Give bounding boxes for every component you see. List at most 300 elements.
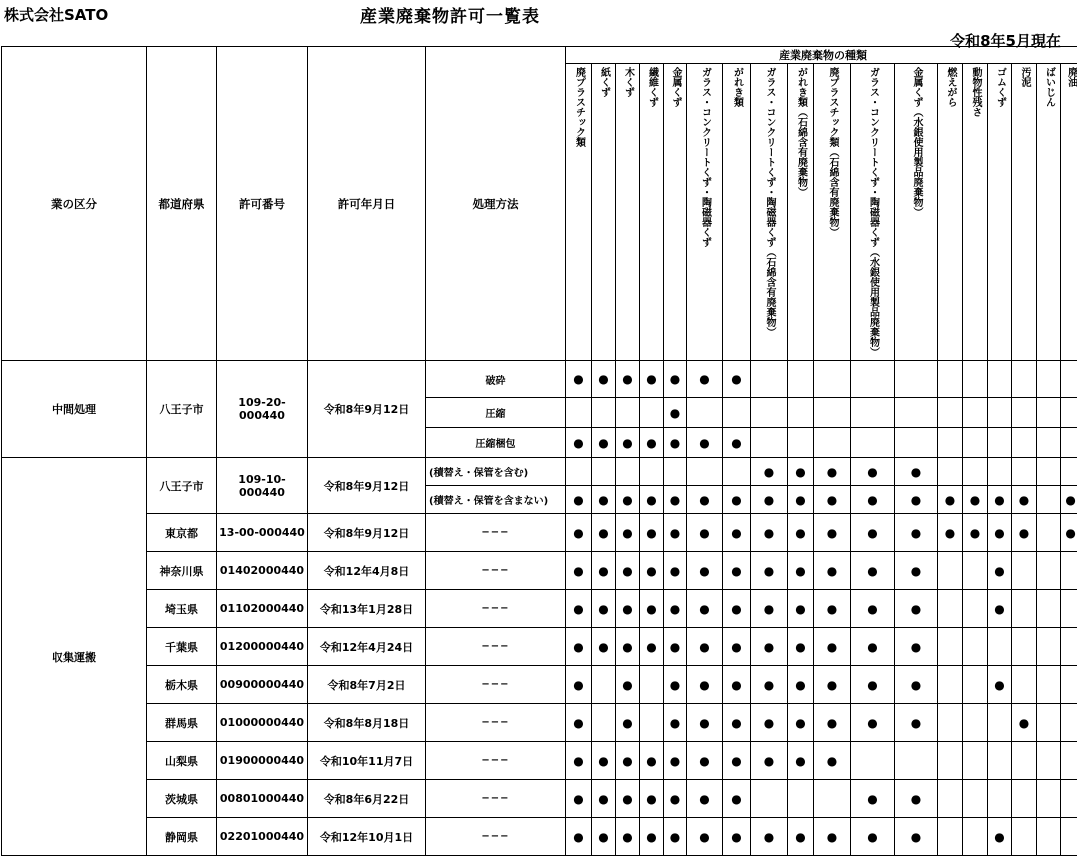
permit-mark: ●	[895, 780, 938, 818]
permit-mark: ●	[895, 704, 938, 742]
empty-cell	[1012, 742, 1037, 780]
empty-cell	[851, 398, 895, 428]
category-cell: 中間処理	[2, 361, 147, 458]
empty-cell	[1037, 458, 1061, 486]
empty-cell	[1037, 552, 1061, 590]
empty-cell	[851, 428, 895, 458]
permit-mark: ●	[592, 628, 616, 666]
empty-cell	[788, 428, 814, 458]
empty-cell	[1061, 780, 1077, 818]
empty-cell	[963, 398, 988, 428]
permit-mark: ●	[851, 486, 895, 514]
empty-cell	[1037, 361, 1061, 398]
permit-date-cell: 令和8年8月18日	[308, 704, 426, 742]
table-row	[2, 742, 1077, 780]
empty-cell	[938, 361, 963, 398]
permit-mark: ●	[814, 666, 851, 704]
empty-cell	[1012, 398, 1037, 428]
permit-mark: ●	[851, 780, 895, 818]
permit-mark: ●	[664, 780, 687, 818]
permit-mark: ●	[566, 361, 592, 398]
method-cell: 圧縮梱包	[426, 428, 566, 458]
permit-mark: ●	[751, 704, 788, 742]
permit-mark: ●	[640, 361, 664, 398]
prefecture-cell: 東京都	[147, 514, 217, 552]
empty-cell	[814, 361, 851, 398]
permit-mark: ●	[788, 458, 814, 486]
waste-type-label: 金属くず	[669, 67, 681, 107]
empty-cell	[640, 704, 664, 742]
permit-no-cell: 01102000440	[217, 590, 308, 628]
permit-mark: ●	[664, 742, 687, 780]
permit-mark: ●	[664, 666, 687, 704]
permit-mark: ●	[988, 486, 1012, 514]
empty-cell	[963, 458, 988, 486]
permit-mark: ●	[938, 486, 963, 514]
permit-mark: ●	[616, 666, 640, 704]
waste-type-label: がれき類	[731, 67, 743, 107]
method-cell: 圧縮	[426, 398, 566, 428]
permit-mark: ●	[687, 590, 723, 628]
permit-mark: ●	[592, 590, 616, 628]
permit-mark: ●	[592, 552, 616, 590]
permit-mark: ●	[687, 514, 723, 552]
permit-mark: ●	[851, 704, 895, 742]
permit-mark: ●	[566, 590, 592, 628]
empty-cell	[938, 780, 963, 818]
permit-date-cell: 令和8年9月12日	[308, 361, 426, 458]
empty-cell	[640, 458, 664, 486]
permit-mark: ●	[664, 514, 687, 552]
empty-cell	[1061, 704, 1077, 742]
permit-date-cell: 令和13年1月28日	[308, 590, 426, 628]
empty-cell	[1037, 514, 1061, 552]
empty-cell	[1012, 552, 1037, 590]
permit-mark: ●	[814, 628, 851, 666]
permit-mark: ●	[851, 514, 895, 552]
permit-mark: ●	[751, 590, 788, 628]
header-waste-type	[616, 64, 640, 361]
permit-mark: ●	[616, 628, 640, 666]
permit-mark: ●	[616, 780, 640, 818]
permit-mark: ●	[687, 666, 723, 704]
permit-mark: ●	[687, 486, 723, 514]
table-row	[2, 704, 1077, 742]
permit-mark: ●	[687, 742, 723, 780]
waste-type-label: 廃油	[1065, 67, 1077, 87]
permit-no-cell: 13-00-000440	[217, 514, 308, 552]
permit-mark: ●	[723, 780, 751, 818]
permit-mark: ●	[616, 704, 640, 742]
permit-no-cell: 01200000440	[217, 628, 308, 666]
header-prefecture: 都道府県	[147, 47, 217, 361]
empty-cell	[963, 704, 988, 742]
permit-mark: ●	[640, 742, 664, 780]
permit-mark: ●	[616, 552, 640, 590]
empty-cell	[1037, 742, 1061, 780]
table-row	[2, 514, 1077, 552]
header-waste-type	[751, 64, 788, 361]
permit-mark: ●	[640, 780, 664, 818]
permit-mark: ●	[751, 628, 788, 666]
empty-cell	[640, 398, 664, 428]
permit-mark: ●	[664, 704, 687, 742]
permit-mark: ●	[687, 628, 723, 666]
empty-cell	[895, 361, 938, 398]
empty-cell	[814, 428, 851, 458]
permit-mark: ●	[566, 742, 592, 780]
empty-cell	[938, 590, 963, 628]
empty-cell	[1012, 628, 1037, 666]
empty-cell	[963, 742, 988, 780]
permit-mark: ●	[751, 552, 788, 590]
method-cell: −−−	[426, 780, 566, 818]
empty-cell	[1061, 666, 1077, 704]
empty-cell	[1061, 552, 1077, 590]
table-row	[2, 458, 1077, 486]
empty-cell	[1061, 428, 1077, 458]
permit-mark: ●	[592, 514, 616, 552]
permit-mark: ●	[1061, 514, 1077, 552]
permit-mark: ●	[788, 552, 814, 590]
waste-type-label: 廃プラスチック類	[573, 67, 585, 147]
permit-mark: ●	[592, 780, 616, 818]
header-waste-type	[1012, 64, 1037, 361]
permit-mark: ●	[723, 552, 751, 590]
header-waste-type	[814, 64, 851, 361]
empty-cell	[1012, 818, 1037, 856]
permit-mark: ●	[751, 666, 788, 704]
empty-cell	[963, 552, 988, 590]
permit-mark: ●	[895, 486, 938, 514]
prefecture-cell: 山梨県	[147, 742, 217, 780]
permit-date-cell: 令和8年6月22日	[308, 780, 426, 818]
empty-cell	[1037, 486, 1061, 514]
permit-mark: ●	[988, 590, 1012, 628]
method-cell: −−−	[426, 552, 566, 590]
empty-cell	[1061, 458, 1077, 486]
permit-mark: ●	[592, 742, 616, 780]
permit-mark: ●	[664, 590, 687, 628]
empty-cell	[1012, 458, 1037, 486]
header-waste-type	[788, 64, 814, 361]
permit-date-cell: 令和8年9月12日	[308, 514, 426, 552]
waste-type-label: ガラス・コンクリートくず・陶磁器くず︵石綿含有廃棄物︶	[763, 67, 775, 337]
permit-mark: ●	[640, 486, 664, 514]
permit-mark: ●	[723, 628, 751, 666]
empty-cell	[751, 361, 788, 398]
empty-cell	[788, 398, 814, 428]
header-waste-type	[664, 64, 687, 361]
empty-cell	[1037, 704, 1061, 742]
permit-mark: ●	[723, 428, 751, 458]
permit-mark: ●	[963, 514, 988, 552]
permit-mark: ●	[751, 818, 788, 856]
table-row	[2, 666, 1077, 704]
permit-mark: ●	[895, 552, 938, 590]
permit-mark: ●	[566, 514, 592, 552]
permit-mark: ●	[640, 818, 664, 856]
permit-mark: ●	[687, 361, 723, 398]
permit-mark: ●	[616, 486, 640, 514]
permit-mark: ●	[723, 742, 751, 780]
permit-mark: ●	[814, 704, 851, 742]
empty-cell	[1061, 590, 1077, 628]
empty-cell	[616, 458, 640, 486]
prefecture-cell: 群馬県	[147, 704, 217, 742]
permit-mark: ●	[788, 590, 814, 628]
permit-mark: ●	[640, 428, 664, 458]
empty-cell	[963, 590, 988, 628]
empty-cell	[963, 628, 988, 666]
empty-cell	[895, 398, 938, 428]
waste-type-label: ガラス・コンクリートくず・陶磁器くず︵水銀使用製品廃棄物︶	[867, 67, 879, 357]
permit-mark: ●	[814, 590, 851, 628]
empty-cell	[1012, 780, 1037, 818]
permit-mark: ●	[566, 628, 592, 666]
empty-cell	[851, 742, 895, 780]
waste-type-label: がれき類︵石綿含有廃棄物︶	[795, 67, 807, 197]
permit-mark: ●	[751, 742, 788, 780]
empty-cell	[687, 398, 723, 428]
permit-mark: ●	[616, 514, 640, 552]
empty-cell	[566, 398, 592, 428]
permit-mark: ●	[566, 428, 592, 458]
prefecture-cell: 八王子市	[147, 361, 217, 458]
company-name: 株式会社SATO	[4, 4, 108, 25]
permit-mark: ●	[723, 514, 751, 552]
prefecture-cell: 静岡県	[147, 818, 217, 856]
empty-cell	[566, 458, 592, 486]
empty-cell	[1061, 742, 1077, 780]
permit-mark: ●	[851, 666, 895, 704]
permit-mark: ●	[664, 428, 687, 458]
header-waste-type	[640, 64, 664, 361]
empty-cell	[1012, 361, 1037, 398]
empty-cell	[1012, 666, 1037, 704]
prefecture-cell: 栃木県	[147, 666, 217, 704]
table-row	[2, 552, 1077, 590]
method-cell: (積替え・保管を含まない)	[426, 486, 566, 514]
permit-mark: ●	[566, 780, 592, 818]
permit-date-cell: 令和8年9月12日	[308, 458, 426, 514]
permit-date-cell: 令和12年4月8日	[308, 552, 426, 590]
permit-mark: ●	[788, 628, 814, 666]
method-cell: −−−	[426, 666, 566, 704]
permit-mark: ●	[814, 818, 851, 856]
header-waste-type	[851, 64, 895, 361]
empty-cell	[723, 458, 751, 486]
permit-mark: ●	[988, 818, 1012, 856]
permit-mark: ●	[723, 704, 751, 742]
permit-no-cell: 02201000440	[217, 818, 308, 856]
waste-type-label: 繊維くず	[646, 67, 658, 107]
permit-mark: ●	[788, 818, 814, 856]
permit-mark: ●	[851, 628, 895, 666]
waste-type-label: 動物性残さ	[969, 67, 981, 117]
permit-mark: ●	[814, 458, 851, 486]
permit-mark: ●	[664, 398, 687, 428]
empty-cell	[938, 742, 963, 780]
permit-mark: ●	[566, 486, 592, 514]
permit-mark: ●	[895, 666, 938, 704]
empty-cell	[592, 458, 616, 486]
table-row	[2, 590, 1077, 628]
header-waste-type	[566, 64, 592, 361]
permit-no-cell: 01900000440	[217, 742, 308, 780]
method-cell: −−−	[426, 704, 566, 742]
permit-mark: ●	[788, 514, 814, 552]
empty-cell	[963, 780, 988, 818]
empty-cell	[814, 780, 851, 818]
method-cell: −−−	[426, 628, 566, 666]
header-waste-type	[592, 64, 616, 361]
permit-mark: ●	[751, 514, 788, 552]
permit-mark: ●	[788, 742, 814, 780]
empty-cell	[1061, 628, 1077, 666]
permit-mark: ●	[895, 590, 938, 628]
empty-cell	[988, 361, 1012, 398]
header-waste-type	[895, 64, 938, 361]
empty-cell	[988, 428, 1012, 458]
header-permit-no: 許可番号	[217, 47, 308, 361]
empty-cell	[938, 818, 963, 856]
table-row	[2, 780, 1077, 818]
method-cell: −−−	[426, 590, 566, 628]
permit-mark: ●	[566, 704, 592, 742]
permit-mark: ●	[616, 818, 640, 856]
permit-mark: ●	[664, 486, 687, 514]
permit-mark: ●	[851, 552, 895, 590]
permit-date-cell: 令和12年4月24日	[308, 628, 426, 666]
empty-cell	[851, 361, 895, 398]
permit-mark: ●	[895, 514, 938, 552]
permit-mark: ●	[1061, 486, 1077, 514]
empty-cell	[963, 666, 988, 704]
empty-cell	[938, 552, 963, 590]
empty-cell	[751, 780, 788, 818]
permit-mark: ●	[851, 818, 895, 856]
permit-mark: ●	[751, 486, 788, 514]
empty-cell	[751, 398, 788, 428]
prefecture-cell: 埼玉県	[147, 590, 217, 628]
header-waste-group: 産業廃棄物の種類	[566, 47, 1077, 64]
empty-cell	[1037, 590, 1061, 628]
header-method: 処理方法	[426, 47, 566, 361]
permit-mark: ●	[895, 458, 938, 486]
empty-cell	[1012, 590, 1037, 628]
document-title: 産業廃棄物許可一覧表	[360, 2, 540, 27]
empty-cell	[988, 628, 1012, 666]
permit-mark: ●	[640, 628, 664, 666]
empty-cell	[1061, 818, 1077, 856]
empty-cell	[988, 742, 1012, 780]
permit-mark: ●	[616, 590, 640, 628]
permit-mark: ●	[938, 514, 963, 552]
permit-mark: ●	[723, 361, 751, 398]
permit-mark: ●	[723, 486, 751, 514]
permit-table	[1, 46, 1077, 856]
permit-mark: ●	[566, 552, 592, 590]
permit-mark: ●	[687, 428, 723, 458]
empty-cell	[938, 666, 963, 704]
prefecture-cell: 千葉県	[147, 628, 217, 666]
method-cell: −−−	[426, 742, 566, 780]
permit-mark: ●	[895, 628, 938, 666]
empty-cell	[988, 398, 1012, 428]
empty-cell	[938, 628, 963, 666]
permit-no-cell: 00801000440	[217, 780, 308, 818]
permit-mark: ●	[988, 514, 1012, 552]
permit-mark: ●	[687, 704, 723, 742]
empty-cell	[814, 398, 851, 428]
waste-type-label: ばいじん	[1043, 67, 1055, 107]
permit-mark: ●	[566, 818, 592, 856]
permit-date-cell: 令和10年11月7日	[308, 742, 426, 780]
permit-mark: ●	[1012, 704, 1037, 742]
method-cell: (積替え・保管を含む)	[426, 458, 566, 486]
permit-mark: ●	[687, 552, 723, 590]
category-cell: 収集運搬	[2, 458, 147, 856]
permit-mark: ●	[1012, 486, 1037, 514]
permit-mark: ●	[640, 552, 664, 590]
permit-mark: ●	[851, 590, 895, 628]
permit-mark: ●	[895, 818, 938, 856]
permit-mark: ●	[687, 818, 723, 856]
method-cell: −−−	[426, 818, 566, 856]
empty-cell	[592, 704, 616, 742]
empty-cell	[988, 780, 1012, 818]
prefecture-cell: 神奈川県	[147, 552, 217, 590]
empty-cell	[988, 704, 1012, 742]
method-cell: −−−	[426, 514, 566, 552]
empty-cell	[664, 458, 687, 486]
empty-cell	[788, 361, 814, 398]
permit-mark: ●	[814, 514, 851, 552]
empty-cell	[751, 428, 788, 458]
empty-cell	[963, 818, 988, 856]
permit-mark: ●	[664, 552, 687, 590]
method-cell: 破砕	[426, 361, 566, 398]
as-of-date: 令和8年5月現在	[950, 30, 1061, 51]
empty-cell	[1037, 780, 1061, 818]
table-row	[2, 628, 1077, 666]
permit-mark: ●	[566, 666, 592, 704]
empty-cell	[640, 666, 664, 704]
empty-cell	[616, 398, 640, 428]
permit-mark: ●	[616, 742, 640, 780]
empty-cell	[988, 458, 1012, 486]
permit-mark: ●	[640, 590, 664, 628]
permit-mark: ●	[751, 458, 788, 486]
permit-mark: ●	[616, 428, 640, 458]
empty-cell	[1061, 398, 1077, 428]
permit-mark: ●	[814, 486, 851, 514]
permit-no-cell: 01402000440	[217, 552, 308, 590]
table-row	[2, 818, 1077, 856]
permit-mark: ●	[723, 666, 751, 704]
empty-cell	[592, 666, 616, 704]
permit-no-cell: 109-20-000440	[217, 361, 308, 458]
empty-cell	[938, 704, 963, 742]
permit-mark: ●	[814, 742, 851, 780]
permit-mark: ●	[664, 818, 687, 856]
waste-type-label: 汚泥	[1018, 67, 1030, 87]
empty-cell	[1037, 628, 1061, 666]
permit-mark: ●	[664, 361, 687, 398]
waste-type-label: 廃プラスチック類︵石綿含有廃棄物︶	[826, 67, 838, 237]
empty-cell	[1037, 818, 1061, 856]
